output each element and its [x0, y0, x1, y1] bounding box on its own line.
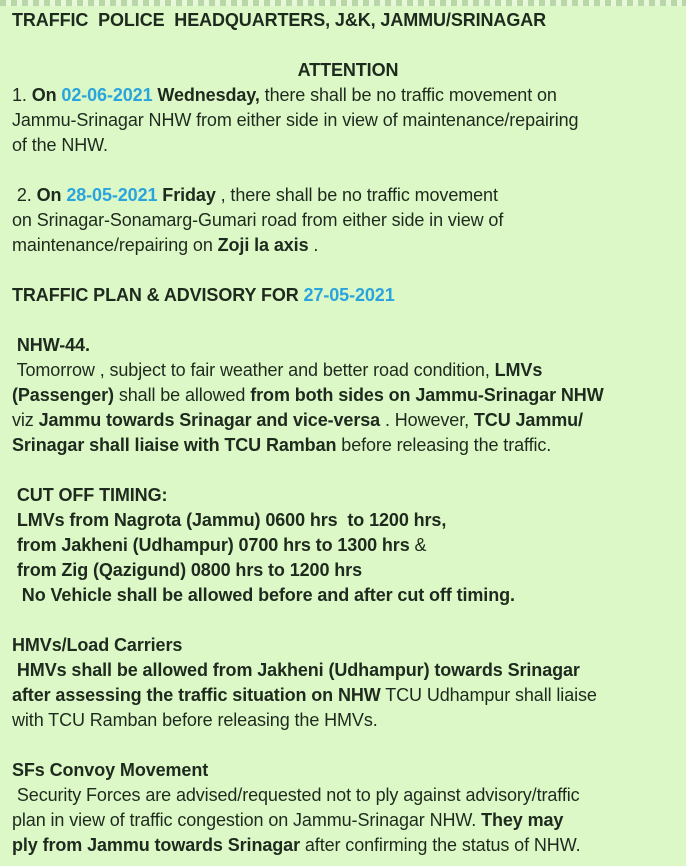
notice-1-line-1: 1. On 02-06-2021 Wednesday, there shall be no traffic movement on: [12, 85, 557, 105]
hmv-line-1: HMVs shall be allowed from Jakheni (Udhampur) towards Srinagar: [12, 660, 580, 680]
sf-line-3: ply from Jammu towards Srinagar after confirming the status of NHW.: [12, 835, 581, 855]
cutoff-line-4: No Vehicle shall be allowed before and after cut off timing.: [12, 585, 515, 605]
sf-line-2: plan in view of traffic congestion on Jammu-Srinagar NHW. They may: [12, 810, 564, 830]
nhw-line-3: viz Jammu towards Srinagar and vice-versa . However, TCU Jammu/: [12, 410, 583, 430]
notice-2-line-2: on Srinagar-Sonamarg-Gumari road from either side in view of: [12, 210, 504, 230]
cutoff-heading: CUT OFF TIMING:: [12, 485, 168, 505]
cutoff-line-3: from Zig (Qazigund) 0800 hrs to 1200 hrs: [12, 560, 362, 580]
notice-1-line-3: of the NHW.: [12, 135, 108, 155]
advisory-message: [12, 8, 684, 858]
notice-2-date: 28-05-2021: [66, 185, 158, 205]
notice-2-line-3: maintenance/repairing on Zoji la axis .: [12, 235, 319, 255]
hmv-heading: HMVs/Load Carriers: [12, 635, 183, 655]
sf-line-1: Security Forces are advised/requested not to ply against advisory/traffic: [12, 785, 580, 805]
notice-1-line-2: Jammu-Srinagar NHW from either side in view of maintenance/repairing: [12, 110, 579, 130]
cutoff-line-1: LMVs from Nagrota (Jammu) 0600 hrs to 1200 hrs,: [12, 510, 447, 530]
nhw-line-4: Srinagar shall liaise with TCU Ramban before releasing the traffic.: [12, 435, 552, 455]
cutoff-line-2: from Jakheni (Udhampur) 0700 hrs to 1300 hrs &: [12, 535, 427, 555]
notice-2-line-1: 2. On 28-05-2021 Friday , there shall be no traffic movement: [12, 185, 498, 205]
hmv-line-3: with TCU Ramban before releasing the HMVs.: [12, 710, 378, 730]
header-title: TRAFFIC POLICE HEADQUARTERS, J&K, JAMMU/SRINAGAR: [12, 10, 547, 30]
nhw-line-2: (Passenger) shall be allowed from both sides on Jammu-Srinagar NHW: [12, 385, 604, 405]
nhw-heading: NHW-44.: [12, 335, 90, 355]
attention-heading: ATTENTION: [297, 60, 399, 80]
plan-date: 27-05-2021: [303, 285, 395, 305]
traffic-plan-heading: TRAFFIC PLAN & ADVISORY FOR 27-05-2021: [12, 285, 395, 305]
top-edge-strip: [0, 0, 686, 6]
sf-heading: SFs Convoy Movement: [12, 760, 209, 780]
notice-1-date: 02-06-2021: [61, 85, 153, 105]
nhw-line-1: Tomorrow , subject to fair weather and better road condition, LMVs: [12, 360, 543, 380]
hmv-line-2: after assessing the traffic situation on NHW TCU Udhampur shall liaise: [12, 685, 597, 705]
